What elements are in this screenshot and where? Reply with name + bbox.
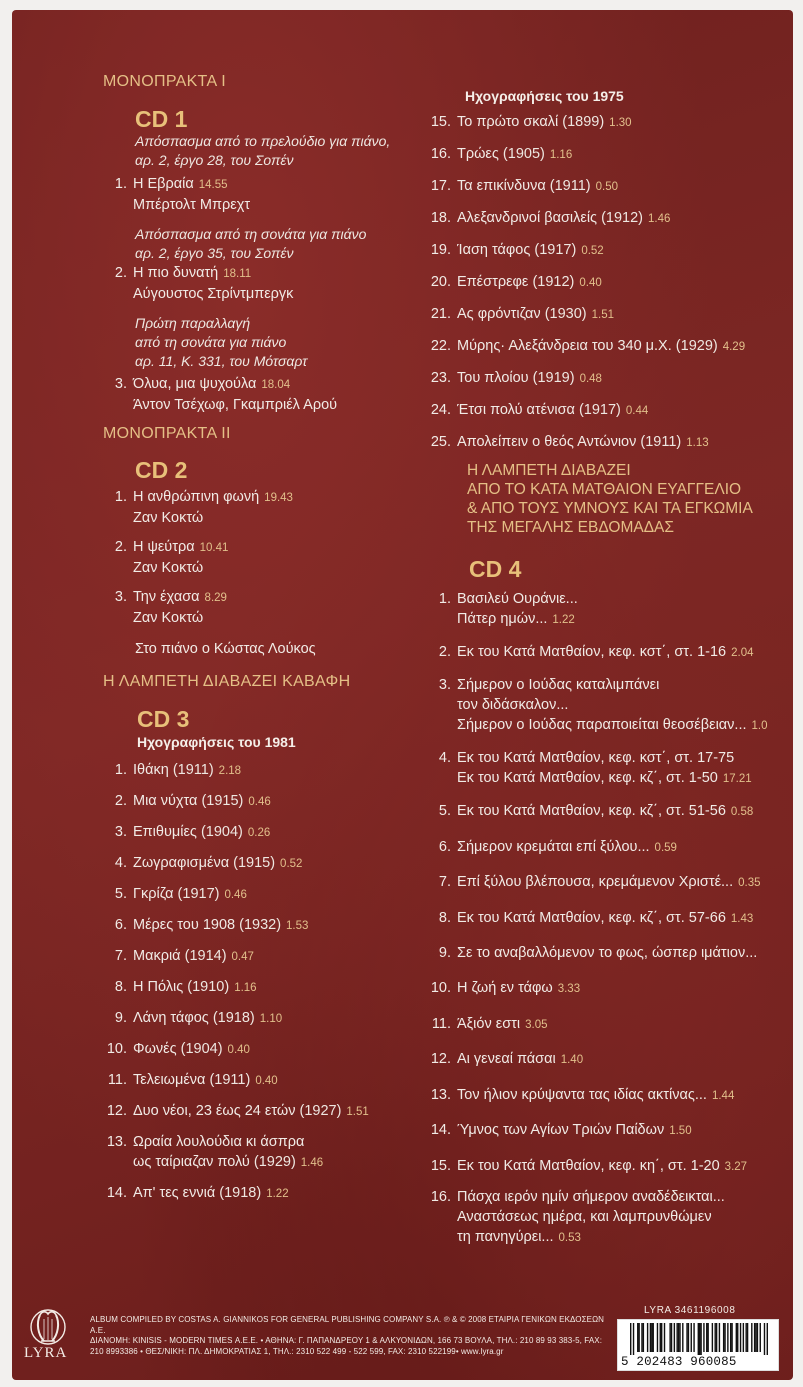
credits: ALBUM COMPILED BY COSTAS A. GIANNIKOS FOR GENERAL PUBLISHING COMPANY S.A. ℗ & © 2008 ΕΤΑΙΡΙΑ ΓΕΝΙΚΩΝ ΕΚΔΟΣΕΩΝ Α.Ε. ΔΙΑΝΟΜΗ: KINISIS - MODERN TIMES Α.Ε.Ε. • ΑΘΗΝΑ: Γ. ΠΑΠΑΝΔΡΕΟΥ 1 & ΑΛΚΥΟΝΙΔΩΝ, 166 73 ΒΟΥΛΑ, ΤΗΛ.: 210 89 93 383-5, FAX: 210 8993386 • ΘΕΣ/ΝΙΚΗ: ΠΛ. ΔΗΜΟΚΡΑΤΙΑΣ 1, ΤΗΛ.: 2310 522 499 - 522 599, FAX: 2310 522199• www.lyra.gr [90, 1315, 605, 1356]
track-title: Η ψεύτρα [133, 539, 195, 555]
cd2-track-1: 1. Η ανθρώπινη φωνή 19.43 Ζαν Κοκτώ [103, 487, 398, 528]
cd4-title: CD 4 [469, 556, 522, 582]
barcode-digits: 5 202483 960085 [621, 1355, 737, 1369]
track-title: Το πρώτο σκαλί [457, 114, 559, 130]
track-year: (1905) [502, 146, 545, 162]
track-title: Σήμερον κρεμάται επί ξύλου... [457, 838, 650, 855]
track-title: Μέρες του 1908 [133, 917, 236, 933]
right-column [414, 87, 786, 1248]
album-back-cover [12, 10, 793, 1380]
track-duration: 1.46 [648, 213, 671, 225]
track-duration: 18.04 [261, 379, 291, 391]
track-duration: 0.46 [248, 796, 271, 808]
cd3-track-12: 12. Δυο νέοι, 23 έως 24 ετών (1927) 1.51 [106, 1103, 369, 1119]
track-duration: 14.55 [198, 179, 228, 191]
track-duration: 0.40 [227, 1044, 250, 1056]
catalog-number: LYRA 3461196008 [644, 1305, 736, 1316]
track-title-line-2: ως ταίριαζαν πολύ [133, 1154, 250, 1170]
track-title: Επί ξύλου βλέπουσα, κρεμάμενον Χριστέ... [457, 874, 734, 891]
cd4-track-5: 5. Εκ του Κατά Ματθαίον, κεφ. κζ΄, στ. 51-56 0.58 [438, 803, 754, 819]
cd1-track-3: 3. Όλυα, μια ψυχούλα 18.04 Άντον Τσέχωφ, Γκαμπριέλ Αρού [103, 374, 398, 415]
cd3-track-list [103, 760, 398, 1122]
track-duration: 2.04 [731, 647, 754, 659]
track-title-line-2: τον διδάσκαλον... [457, 697, 569, 713]
cd1-desc-2: Απόσπασμα από τη σονάτα για πιάνο αρ. 2, έργο 35, του Σοπέν [135, 226, 367, 261]
cd4-track-7: 7. Επί ξύλου βλέπουσα, κρεμάμενον Χριστέ... 0.35 [438, 874, 761, 891]
track-year: (1932) [239, 917, 282, 933]
track-title-line-1: Εκ του Κατά Ματθαίον, κεφ. κστ΄, στ. 17-75 [457, 750, 735, 766]
cd4-track-13: 13. Τον ήλιον κρύψαντα τας ιδίας ακτίνας... 1.44 [430, 1086, 735, 1103]
track-year: (1899) [562, 114, 605, 130]
cd3-track-16: 16. Τρώες (1905) 1.16 [430, 146, 573, 162]
track-duration: 0.59 [654, 841, 677, 854]
track-title-line-2: Εκ του Κατά Ματθαίον, κεφ. κζ΄, στ. 1-50 [457, 770, 718, 786]
footer [12, 1295, 793, 1380]
cd3-track-13: 13. Ωραία λουλούδια κι άσπρα ως ταίριαζαν πολύ (1929) 1.46 [103, 1132, 398, 1173]
cd1-desc-3: Πρώτη παραλλαγή από τη σονάτα για πιάνο αρ. 11, Κ. 331, του Μότσαρτ [135, 315, 308, 369]
track-title: Μια νύχτα [133, 793, 198, 809]
track-year: (1927) [299, 1103, 342, 1119]
track-duration: 1.16 [549, 149, 573, 161]
track-title: Εκ του Κατά Ματθαίον, κεφ. κστ΄, στ. 1-16 [457, 644, 727, 660]
track-duration: 8.29 [204, 592, 227, 604]
track-title-line-1: Σήμερον ο Ιούδας καταλιμπάνει [457, 677, 660, 693]
track-title-line-1: Πάσχα ιερόν ημίν σήμερον αναδέδεικται... [457, 1188, 725, 1205]
track-author: Ζαν Κοκτώ [133, 510, 204, 526]
track-duration: 2.18 [218, 765, 242, 777]
track-duration: 0.40 [255, 1075, 278, 1087]
track-title-line-1: Βασιλεύ Ουράνιε... [457, 591, 578, 607]
track-duration: 1.46 [300, 1157, 324, 1169]
cd3-track-11: 11. Τελειωμένα (1911) 0.40 [107, 1072, 278, 1088]
track-title: Τα επικίνδυνα [457, 178, 546, 194]
cd2-track-3: 3. Την έχασα 8.29 Ζαν Κοκτώ [103, 587, 398, 628]
track-title: Τρώες [457, 146, 499, 162]
track-title: Ιθάκη [133, 762, 169, 778]
track-year: (1904) [200, 824, 243, 840]
track-duration: 10.41 [199, 542, 229, 554]
cd4-track-15: 15. Εκ του Κατά Ματθαίον, κεφ. κη΄, στ. 1-20 3.27 [430, 1157, 748, 1174]
barcode [617, 1319, 779, 1371]
cd3-track-23: 23. Του πλοίου (1919) 0.48 [430, 370, 602, 386]
track-title-line-2: Αναστάσεως ημέρα, και λαμπρυνθώμεν [457, 1208, 712, 1225]
track-title-line-1: Ωραία λουλούδια κι άσπρα [133, 1134, 305, 1150]
cd3-track-22: 22. Μύρης· Αλεξάνδρεια του 340 μ.Χ. (1929) 4.29 [430, 338, 746, 354]
cd3-track-18: 18. Αλεξανδρινοί βασιλείς (1912) 1.46 [430, 210, 671, 226]
track-title: Επέστρεφε [457, 274, 529, 290]
track-title: Τελειωμένα [133, 1072, 206, 1088]
track-duration: 0.50 [595, 181, 618, 193]
track-year: (1904) [180, 1041, 223, 1057]
cd4-track-8: 8. Εκ του Κατά Ματθαίον, κεφ. κζ΄, στ. 57-66 1.43 [438, 909, 754, 926]
track-title: Εκ του Κατά Ματθαίον, κεφ. κζ΄, στ. 51-56 [457, 803, 726, 819]
cd3-track-20: 20. Επέστρεφε (1912) 0.40 [430, 274, 602, 290]
cd3-track-10: 10. Φωνές (1904) 0.40 [106, 1041, 250, 1057]
cd4-track-12: 12. Αι γενεαί πάσαι 1.40 [430, 1051, 584, 1068]
track-year: (1917) [578, 402, 621, 418]
track-year: (1919) [532, 370, 575, 386]
track-title: Επιθυμίες [133, 824, 197, 840]
track-year: (1929) [675, 338, 718, 354]
track-title: Ύμνος των Αγίων Τριών Παίδων [457, 1122, 665, 1139]
track-year: (1911) [209, 1072, 251, 1088]
track-title-line-3: τη πανηγύρει... [457, 1228, 554, 1245]
cd1-track-1: 1. Η Εβραία 14.55 Μπέρτολτ Μπρεχτ [103, 174, 398, 215]
barcode-bars-icon [630, 1323, 768, 1355]
track-duration: 0.52 [581, 245, 604, 257]
track-year: (1914) [184, 948, 227, 964]
track-duration: 1.22 [552, 614, 575, 626]
track-title: Μύρης· Αλεξάνδρεια του 340 μ.Χ. [457, 338, 672, 354]
track-year: (1911) [640, 434, 682, 450]
track-duration: 4.29 [722, 341, 746, 353]
section-heading-monoprakta-1: ΜΟΝΟΠΡΑΚΤΑ Ι [103, 73, 227, 90]
subtitle-1975: Ηχογραφήσεις του 1975 [465, 88, 624, 104]
track-year: (1915) [233, 855, 276, 871]
track-duration: 0.47 [231, 951, 254, 963]
track-title: Άξιόν εστι [457, 1015, 521, 1032]
track-title: Αι γενεαί πάσαι [457, 1051, 556, 1068]
track-duration: 1.13 [686, 437, 709, 449]
cd3-track-19: 19. Ίαση τάφος (1917) 0.52 [430, 242, 604, 258]
track-duration: 19.43 [264, 492, 293, 504]
cd4-track-16: 16. Πάσχα ιερόν ημίν σήμερον αναδέδεικται... Αναστάσεως ημέρα, και λαμπρυνθώμεν τη πανηγύρει... 0.53 [414, 1187, 786, 1248]
track-title: Απολείπειν ο θεός Αντώνιον [457, 434, 637, 450]
track-title: Μακριά [133, 948, 181, 964]
cd3-track-8: 8. Η Πόλις (1910) 1.16 [114, 979, 257, 995]
track-year: (1911) [549, 178, 591, 194]
cd1-desc-1: Απόσπασμα από το πρελούδιο για πιάνο, αρ. 2, έργο 28, του Σοπέν [135, 133, 391, 168]
track-year: (1910) [187, 979, 230, 995]
cd2-track-list [103, 487, 398, 628]
track-duration: 0.40 [579, 277, 602, 289]
track-author: Άντον Τσέχωφ, Γκαμπριέλ Αρού [133, 397, 338, 413]
section-heading-monoprakta-2: ΜΟΝΟΠΡΑΚΤΑ ΙΙ [103, 425, 231, 442]
track-title: Τον ήλιον κρύψαντα τας ιδίας ακτίνας... [457, 1086, 707, 1103]
cd3-track-2: 2. Μια νύχτα (1915) 0.46 [114, 793, 271, 809]
gospel-heading: Η ΛΑΜΠΕΤΗ ΔΙΑΒΑΖΕΙ ΑΠΟ ΤΟ ΚΑΤΑ ΜΑΤΘΑΙΟΝ ΕΥΑΓΓΕΛΙΟ & ΑΠΟ ΤΟΥΣ ΥΜΝΟΥΣ ΚΑΙ ΤΑ ΕΓΚΩΜΙΑ ΤΗΣ ΜΕΓΑΛΗΣ ΕΒΔΟΜΑΔΑΣ [467, 462, 753, 536]
cd4-track-1: 1. Βασιλεύ Ουράνιε... Πάτερ ημών... 1.22 [414, 589, 786, 630]
cd1-title: CD 1 [135, 106, 188, 132]
track-duration: 1.22 [266, 1188, 289, 1200]
track-year: (1930) [544, 306, 587, 322]
track-author: Ζαν Κοκτώ [133, 610, 204, 626]
cd3-track-3: 3. Επιθυμίες (1904) 0.26 [114, 824, 271, 840]
cd3-track-21: 21. Ας φρόντιζαν (1930) 1.51 [430, 306, 615, 322]
cd2-track-2: 2. Η ψεύτρα 10.41 Ζαν Κοκτώ [103, 537, 398, 578]
track-duration: 1.16 [234, 982, 257, 994]
cd4-track-6: 6. Σήμερον κρεμάται επί ξύλου... 0.59 [438, 838, 677, 855]
track-year: (1917) [177, 886, 220, 902]
track-title-line-3: Σήμερον ο Ιούδας παραποιείται θεοσέβειαν... [457, 717, 747, 733]
track-year: (1918) [219, 1185, 262, 1201]
cd4-track-3: 3. Σήμερον ο Ιούδας καταλιμπάνει τον διδάσκαλον... Σήμερον ο Ιούδας παραποιείται θεοσέβειαν... 1.0 [414, 675, 786, 736]
track-title: Απ' τες εννιά [133, 1185, 216, 1201]
track-title: Η Πόλις [133, 979, 184, 995]
cd3-title: CD 3 [137, 706, 190, 732]
cd2-title: CD 2 [135, 457, 188, 483]
cd3-track-7: 7. Μακριά (1914) 0.47 [114, 948, 254, 964]
piano-note: Στο πιάνο ο Κώστας Λούκος [135, 641, 316, 657]
cd3-track-6: 6. Μέρες του 1908 (1932) 1.53 [114, 917, 309, 933]
track-year: (1912) [532, 274, 575, 290]
cd3-track-1: 1. Ιθάκη (1911) 2.18 [114, 762, 242, 778]
track-duration: 3.27 [724, 1160, 748, 1173]
section-heading-kavafis: Η ΛΑΜΠΕΤΗ ΔΙΑΒΑΖΕΙ ΚΑΒΑΦΗ [103, 673, 351, 690]
track-duration: 1.51 [591, 309, 615, 321]
cd3-track-25: 25. Απολείπειν ο θεός Αντώνιον (1911) 1.13 [430, 434, 709, 450]
track-title: Έτσι πολύ ατένισα [457, 402, 575, 418]
track-title: Σε το αναβαλλόμενον το φως, ώσπερ ιμάτιον... [457, 945, 758, 962]
track-duration: 17.21 [722, 773, 752, 785]
track-title: Εκ του Κατά Ματθαίον, κεφ. κζ΄, στ. 57-66 [457, 909, 726, 926]
track-title: Όλυα, μια ψυχούλα [133, 376, 257, 392]
track-duration: 1.0 [751, 720, 768, 732]
lyra-logo-text: LYRA [24, 1345, 68, 1361]
track-title: Δυο νέοι, 23 έως 24 ετών [133, 1103, 296, 1119]
cd3-track-9: 9. Λάνη τάφος (1918) 1.10 [114, 1010, 283, 1026]
track-duration: 18.11 [223, 268, 252, 280]
cd3-track-24: 24. Έτσι πολύ ατένισα (1917) 0.44 [430, 402, 649, 418]
track-author: Αύγουστος Στρίντμπεργκ [133, 286, 294, 302]
cd1-track-2: 2. Η πιο δυνατή 18.11 Αύγουστος Στρίντμπεργκ [103, 263, 398, 304]
track-title: Φωνές [133, 1041, 177, 1057]
track-duration: 0.53 [558, 1231, 581, 1244]
track-duration: 0.44 [625, 405, 649, 417]
track-duration: 3.33 [557, 982, 581, 995]
track-year: (1929) [253, 1154, 296, 1170]
track-year: (1918) [212, 1010, 255, 1026]
track-duration: 1.44 [711, 1089, 735, 1102]
track-duration: 1.40 [560, 1054, 584, 1067]
track-duration: 1.10 [259, 1013, 283, 1025]
track-duration: 3.05 [525, 1018, 548, 1031]
track-duration: 1.43 [730, 912, 754, 925]
cd3-track-15: 15. Το πρώτο σκαλί (1899) 1.30 [430, 114, 632, 130]
track-duration: 0.48 [579, 373, 602, 385]
track-year: (1917) [534, 242, 577, 258]
cd4-track-4: 4. Εκ του Κατά Ματθαίον, κεφ. κστ΄, στ. 17-75 Εκ του Κατά Ματθαίον, κεφ. κζ΄, στ. 1-50 17.21 [414, 748, 786, 789]
track-duration: 1.50 [669, 1125, 692, 1138]
track-title: Ίαση τάφος [457, 242, 531, 258]
track-author: Ζαν Κοκτώ [133, 560, 204, 576]
cd3-track-4: 4. Ζωγραφισμένα (1915) 0.52 [114, 855, 303, 871]
track-duration: 0.58 [730, 806, 754, 818]
track-title: Του πλοίου [457, 370, 529, 386]
cd3-track-5: 5. Γκρίζα (1917) 0.46 [114, 886, 247, 902]
track-duration: 1.53 [286, 920, 309, 932]
track-title: Η πιο δυνατή [133, 265, 219, 281]
track-title: Η ανθρώπινη φωνή [133, 489, 260, 505]
track-title: Ας φρόντιζαν [457, 306, 541, 322]
track-title: Αλεξανδρινοί βασιλείς [457, 210, 598, 226]
track-title: Η Εβραία [133, 176, 194, 192]
track-title: Γκρίζα [133, 886, 174, 902]
track-title: Εκ του Κατά Ματθαίον, κεφ. κη΄, στ. 1-20 [457, 1157, 720, 1174]
cd4-track-14: 14. Ύμνος των Αγίων Τριών Παίδων 1.50 [430, 1122, 692, 1139]
cd4-track-list [414, 801, 786, 1177]
track-duration: 0.35 [738, 877, 761, 890]
track-title-line-2: Πάτερ ημών... [457, 611, 548, 627]
track-title: Την έχασα [133, 589, 200, 605]
cd3-track-list-1975 [414, 112, 786, 453]
track-title: Λάνη τάφος [133, 1010, 209, 1026]
cd4-track-11: 11. Άξιόν εστι 3.05 [431, 1015, 548, 1032]
left-column [103, 70, 398, 1204]
track-duration: 1.51 [346, 1106, 369, 1118]
track-title: Η ζωή εν τάφω [457, 979, 553, 996]
track-author: Μπέρτολτ Μπρεχτ [133, 197, 251, 213]
cd3-track-17: 17. Τα επικίνδυνα (1911) 0.50 [430, 178, 618, 194]
cd3-subtitle: Ηχογραφήσεις του 1981 [137, 734, 296, 750]
track-year: (1915) [201, 793, 244, 809]
cd4-track-10: 10. Η ζωή εν τάφω 3.33 [430, 979, 581, 996]
cd4-track-2: 2. Εκ του Κατά Ματθαίον, κεφ. κστ΄, στ. 1-16 2.04 [438, 644, 754, 660]
track-duration: 0.46 [224, 889, 247, 901]
track-duration: 0.52 [280, 858, 303, 870]
track-duration: 1.30 [609, 117, 632, 129]
cd3-track-14: 14. Απ' τες εννιά (1918) 1.22 [106, 1185, 289, 1201]
track-title: Ζωγραφισμένα [133, 855, 230, 871]
track-year: (1911) [172, 762, 214, 778]
cd4-track-9: 9. Σε το αναβαλλόμενον το φως, ώσπερ ιμάτιον... [438, 945, 758, 962]
track-duration: 0.26 [247, 827, 271, 839]
track-year: (1912) [601, 210, 643, 226]
